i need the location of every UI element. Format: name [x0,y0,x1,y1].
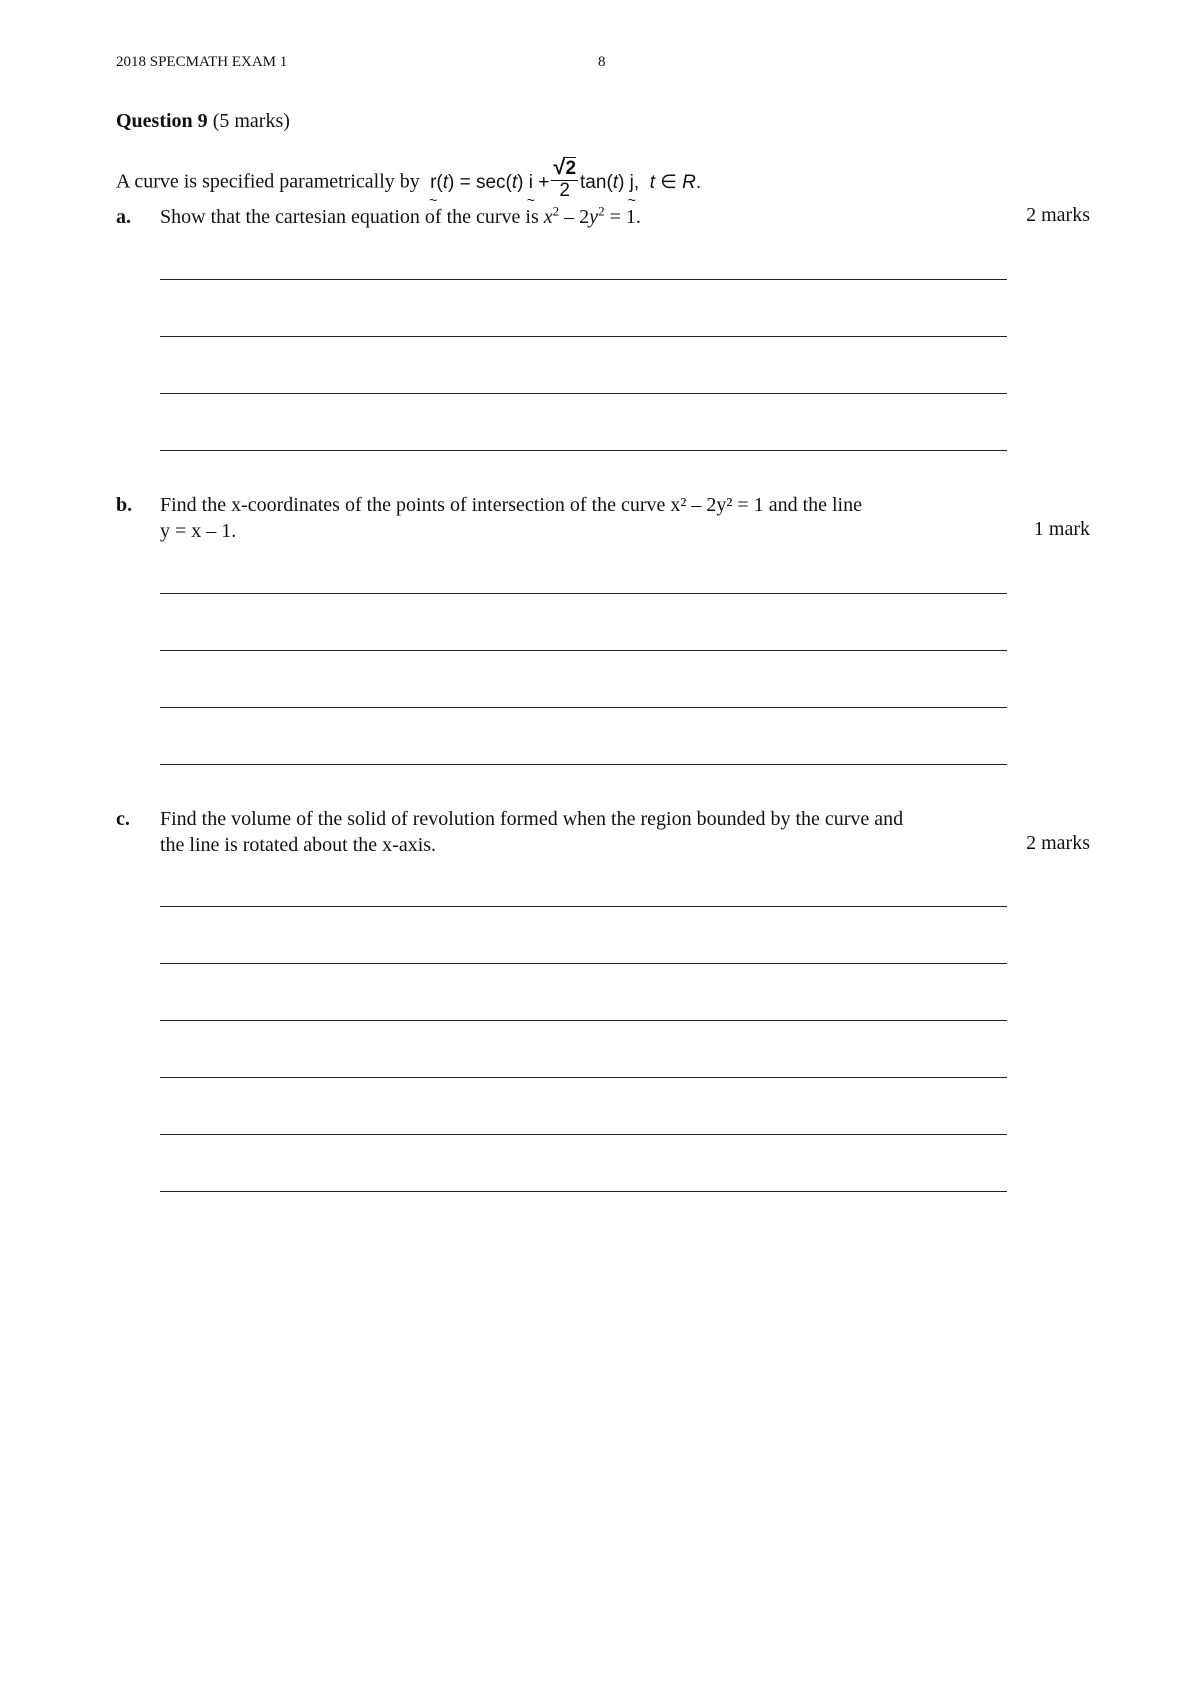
part-b-answer-line[interactable] [160,593,1007,594]
part-c-answer-line[interactable] [160,1191,1007,1192]
part-a-answer-line[interactable] [160,279,1007,280]
part-c-answer-line[interactable] [160,963,1007,964]
page-number: 8 [598,54,606,70]
part-a-answer-line[interactable] [160,393,1007,394]
part-a-label: a. [116,206,131,228]
intro-text: A curve is specified parametrically by [116,170,420,193]
part-b-label: b. [116,494,133,516]
question-intro [116,154,702,205]
part-b-marks: 1 mark [1033,518,1090,540]
part-c-marks: 2 marks [1026,832,1090,854]
question-title [116,110,290,133]
part-c-text-line2: the line is rotated about the x-axis. [160,834,437,856]
part-a-answer-line[interactable] [160,336,1007,337]
exam-header-title: 2018 SPECMATH EXAM 1 [116,54,288,70]
part-c-text-line1: Find the volume of the solid of revolution formed when the region bounded by the curve and [160,808,904,830]
part-c-label: c. [116,808,130,830]
part-a-text: Show that the cartesian equation of the curve is [160,206,539,228]
part-b-text-line2: y = x – 1. [160,520,237,542]
parametric-equation: r ~(t) = sec(t) i ~ + $\frac{√2}{2}$ tan(t) j ~, t ∈ R. [425,172,701,193]
part-b-answer-line[interactable] [160,764,1007,765]
part-c-question [160,806,960,858]
part-a-equation: $x^2 - 2y^2 = 1$. [543,203,641,228]
part-a-marks: 2 marks [1026,204,1090,226]
part-b-text-line1: Find the x-coordinates of the points of intersection of the curve x² – 2y² = 1 and the line [160,494,862,516]
part-a-answer-line[interactable] [160,450,1007,451]
question-number: Question 9 [116,110,208,132]
part-c-answer-line[interactable] [160,906,1007,907]
part-c-answer-line[interactable] [160,1020,1007,1021]
part-c-answer-line[interactable] [160,1077,1007,1078]
part-b-answer-line[interactable] [160,707,1007,708]
part-a-question [160,204,641,230]
part-b-answer-line[interactable] [160,650,1007,651]
part-c-answer-line[interactable] [160,1134,1007,1135]
question-marks: (5 marks) [212,110,290,132]
part-b-question [160,492,950,544]
